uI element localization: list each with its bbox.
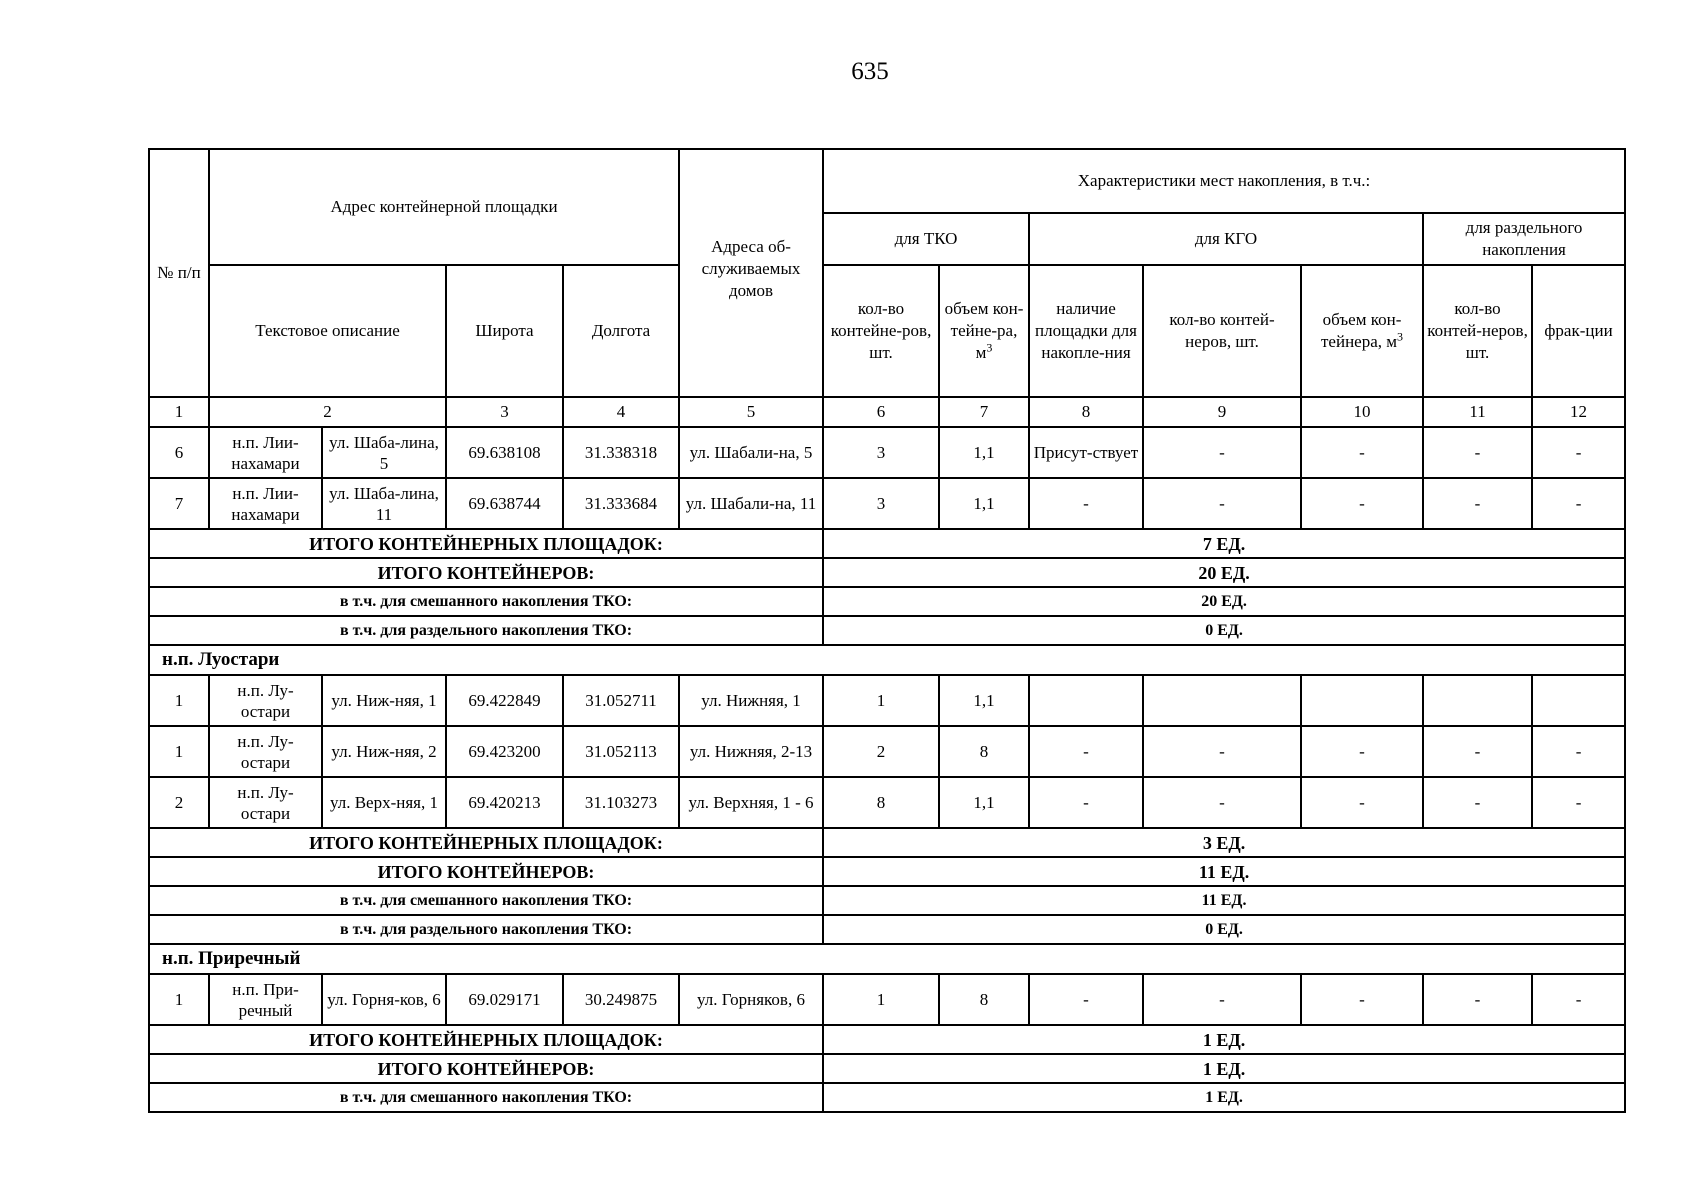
cell-c8: - <box>1029 478 1143 529</box>
summary-label: ИТОГО КОНТЕЙНЕРОВ: <box>149 1054 823 1083</box>
section-title: н.п. Луостари <box>149 645 1625 675</box>
table-row <box>149 974 1625 1025</box>
cell-lon: 31.333684 <box>563 478 679 529</box>
header-kgo-presence: наличие площадки для накопле-ния <box>1029 265 1143 397</box>
summary-row <box>149 828 1625 857</box>
cell-c11: - <box>1423 974 1532 1025</box>
cell-n: 1 <box>149 675 209 726</box>
summary-row <box>149 529 1625 558</box>
cell-served: ул. Нижняя, 2-13 <box>679 726 823 777</box>
summary-value: 1 ЕД. <box>823 1083 1625 1112</box>
summary-row <box>149 1083 1625 1112</box>
summary-label: ИТОГО КОНТЕЙНЕРОВ: <box>149 558 823 587</box>
cell-lon: 30.249875 <box>563 974 679 1025</box>
header-kgo-count: кол-во контей-неров, шт. <box>1143 265 1301 397</box>
cell-c11: - <box>1423 726 1532 777</box>
cell-c8 <box>1029 675 1143 726</box>
summary-value: 20 ЕД. <box>823 587 1625 616</box>
cell-lat: 69.029171 <box>446 974 563 1025</box>
page-number: 635 <box>851 58 889 85</box>
cell-lat: 69.420213 <box>446 777 563 828</box>
cell-lon: 31.103273 <box>563 777 679 828</box>
header-tko-volume: объем кон-тейне-ра, $м^3$ <box>939 265 1029 397</box>
table-row <box>149 726 1625 777</box>
cell-served: ул. Нижняя, 1 <box>679 675 823 726</box>
cell-c8: - <box>1029 726 1143 777</box>
header-lat: Широта <box>446 265 563 397</box>
summary-value: 3 ЕД. <box>823 828 1625 857</box>
summary-label: в т.ч. для раздельного накопления ТКО: <box>149 915 823 944</box>
cell-c7: 1,1 <box>939 675 1029 726</box>
summary-value: 20 ЕД. <box>823 558 1625 587</box>
col-number: 9 <box>1143 397 1301 427</box>
table-row <box>149 427 1625 478</box>
summary-value: 0 ЕД. <box>823 915 1625 944</box>
summary-value: 11 ЕД. <box>823 886 1625 915</box>
header-num: № п/п <box>149 149 209 397</box>
cell-c11: - <box>1423 478 1532 529</box>
cell-lon: 31.338318 <box>563 427 679 478</box>
container-sites-table <box>148 148 1626 1113</box>
cell-settlement: н.п. Лу-остари <box>209 726 322 777</box>
cell-settlement: н.п. При-речный <box>209 974 322 1025</box>
cell-c12: - <box>1532 726 1625 777</box>
cell-c10: - <box>1301 726 1423 777</box>
header-tko-count: кол-во контейне-ров, шт. <box>823 265 939 397</box>
cell-street: ул. Шаба-лина, 11 <box>322 478 446 529</box>
summary-row <box>149 616 1625 645</box>
cell-c11: - <box>1423 427 1532 478</box>
cell-c10: - <box>1301 427 1423 478</box>
cell-c11: - <box>1423 777 1532 828</box>
cell-n: 1 <box>149 974 209 1025</box>
cell-c12: - <box>1532 777 1625 828</box>
table-row <box>149 675 1625 726</box>
cell-settlement: н.п. Лу-остари <box>209 675 322 726</box>
summary-value: 1 ЕД. <box>823 1025 1625 1054</box>
cell-c11 <box>1423 675 1532 726</box>
cell-c8: - <box>1029 974 1143 1025</box>
summary-label: ИТОГО КОНТЕЙНЕРОВ: <box>149 857 823 886</box>
cell-c9: - <box>1143 726 1301 777</box>
summary-row <box>149 857 1625 886</box>
cell-c7: 8 <box>939 726 1029 777</box>
cell-c6: 3 <box>823 427 939 478</box>
cell-n: 2 <box>149 777 209 828</box>
summary-label: в т.ч. для смешанного накопления ТКО: <box>149 587 823 616</box>
section-row <box>149 944 1625 974</box>
cell-c10: - <box>1301 478 1423 529</box>
summary-value: 0 ЕД. <box>823 616 1625 645</box>
col-number: 8 <box>1029 397 1143 427</box>
header-sep-fractions: фрак-ции <box>1532 265 1625 397</box>
col-number: 5 <box>679 397 823 427</box>
header-tko: для ТКО <box>823 213 1029 265</box>
cell-c7: 1,1 <box>939 427 1029 478</box>
cell-served: ул. Шабали-на, 5 <box>679 427 823 478</box>
cell-c9: - <box>1143 777 1301 828</box>
cell-lat: 69.422849 <box>446 675 563 726</box>
cell-c6: 1 <box>823 974 939 1025</box>
cell-settlement: н.п. Лии-нахамари <box>209 427 322 478</box>
cell-n: 7 <box>149 478 209 529</box>
col-number: 11 <box>1423 397 1532 427</box>
summary-label: в т.ч. для раздельного накопления ТКО: <box>149 616 823 645</box>
summary-row <box>149 558 1625 587</box>
col-number: 3 <box>446 397 563 427</box>
col-number: 2 <box>209 397 446 427</box>
header-separate: для раздельного накопления <box>1423 213 1625 265</box>
summary-label: в т.ч. для смешанного накопления ТКО: <box>149 886 823 915</box>
cell-lat: 69.638744 <box>446 478 563 529</box>
cell-served: ул. Горняков, 6 <box>679 974 823 1025</box>
col-number: 6 <box>823 397 939 427</box>
cell-n: 6 <box>149 427 209 478</box>
col-number: 1 <box>149 397 209 427</box>
summary-value: 7 ЕД. <box>823 529 1625 558</box>
summary-label: ИТОГО КОНТЕЙНЕРНЫХ ПЛОЩАДОК: <box>149 1025 823 1054</box>
cell-c9: - <box>1143 974 1301 1025</box>
cell-street: ул. Ниж-няя, 2 <box>322 726 446 777</box>
summary-label: в т.ч. для смешанного накопления ТКО: <box>149 1083 823 1112</box>
cell-c6: 2 <box>823 726 939 777</box>
summary-row <box>149 1054 1625 1083</box>
cell-c12 <box>1532 675 1625 726</box>
col-number: 4 <box>563 397 679 427</box>
header-kgo: для КГО <box>1029 213 1423 265</box>
cell-c6: 3 <box>823 478 939 529</box>
header-kgo-volume: объем кон-тейнера, $м^3$ <box>1301 265 1423 397</box>
cell-c8: - <box>1029 777 1143 828</box>
cell-c7: 1,1 <box>939 777 1029 828</box>
cell-c9: - <box>1143 427 1301 478</box>
cell-c6: 1 <box>823 675 939 726</box>
cell-settlement: н.п. Лу-остари <box>209 777 322 828</box>
table-row <box>149 478 1625 529</box>
cell-lat: 69.423200 <box>446 726 563 777</box>
cell-c10: - <box>1301 974 1423 1025</box>
cell-street: ул. Верх-няя, 1 <box>322 777 446 828</box>
cell-c8: Присут-ствует <box>1029 427 1143 478</box>
cell-c10 <box>1301 675 1423 726</box>
cell-c7: 1,1 <box>939 478 1029 529</box>
cell-c9: - <box>1143 478 1301 529</box>
section-title: н.п. Приречный <box>149 944 1625 974</box>
summary-row <box>149 886 1625 915</box>
header-served: Адреса об-служиваемых домов <box>679 149 823 397</box>
cell-c12: - <box>1532 427 1625 478</box>
header-text-desc: Текстовое описание <box>209 265 446 397</box>
section-row <box>149 645 1625 675</box>
header-lon: Долгота <box>563 265 679 397</box>
cell-settlement: н.п. Лии-нахамари <box>209 478 322 529</box>
cell-c12: - <box>1532 974 1625 1025</box>
cell-c10: - <box>1301 777 1423 828</box>
summary-value: 11 ЕД. <box>823 857 1625 886</box>
summary-row <box>149 587 1625 616</box>
cell-served: ул. Верхняя, 1 - 6 <box>679 777 823 828</box>
cell-street: ул. Шаба-лина, 5 <box>322 427 446 478</box>
cell-lon: 31.052711 <box>563 675 679 726</box>
cell-served: ул. Шабали-на, 11 <box>679 478 823 529</box>
table-row <box>149 777 1625 828</box>
summary-row <box>149 1025 1625 1054</box>
cell-c9 <box>1143 675 1301 726</box>
cell-c7: 8 <box>939 974 1029 1025</box>
header-address: Адрес контейнерной площадки <box>209 149 679 265</box>
cell-street: ул. Ниж-няя, 1 <box>322 675 446 726</box>
cell-street: ул. Горня-ков, 6 <box>322 974 446 1025</box>
cell-lon: 31.052113 <box>563 726 679 777</box>
summary-row <box>149 915 1625 944</box>
cell-c12: - <box>1532 478 1625 529</box>
header-characteristics: Характеристики мест накопления, в т.ч.: <box>823 149 1625 213</box>
col-number: 10 <box>1301 397 1423 427</box>
header-sep-count: кол-во контей-неров, шт. <box>1423 265 1532 397</box>
summary-label: ИТОГО КОНТЕЙНЕРНЫХ ПЛОЩАДОК: <box>149 529 823 558</box>
cell-n: 1 <box>149 726 209 777</box>
summary-label: ИТОГО КОНТЕЙНЕРНЫХ ПЛОЩАДОК: <box>149 828 823 857</box>
cell-c6: 8 <box>823 777 939 828</box>
col-number: 12 <box>1532 397 1625 427</box>
summary-value: 1 ЕД. <box>823 1054 1625 1083</box>
col-number: 7 <box>939 397 1029 427</box>
cell-lat: 69.638108 <box>446 427 563 478</box>
